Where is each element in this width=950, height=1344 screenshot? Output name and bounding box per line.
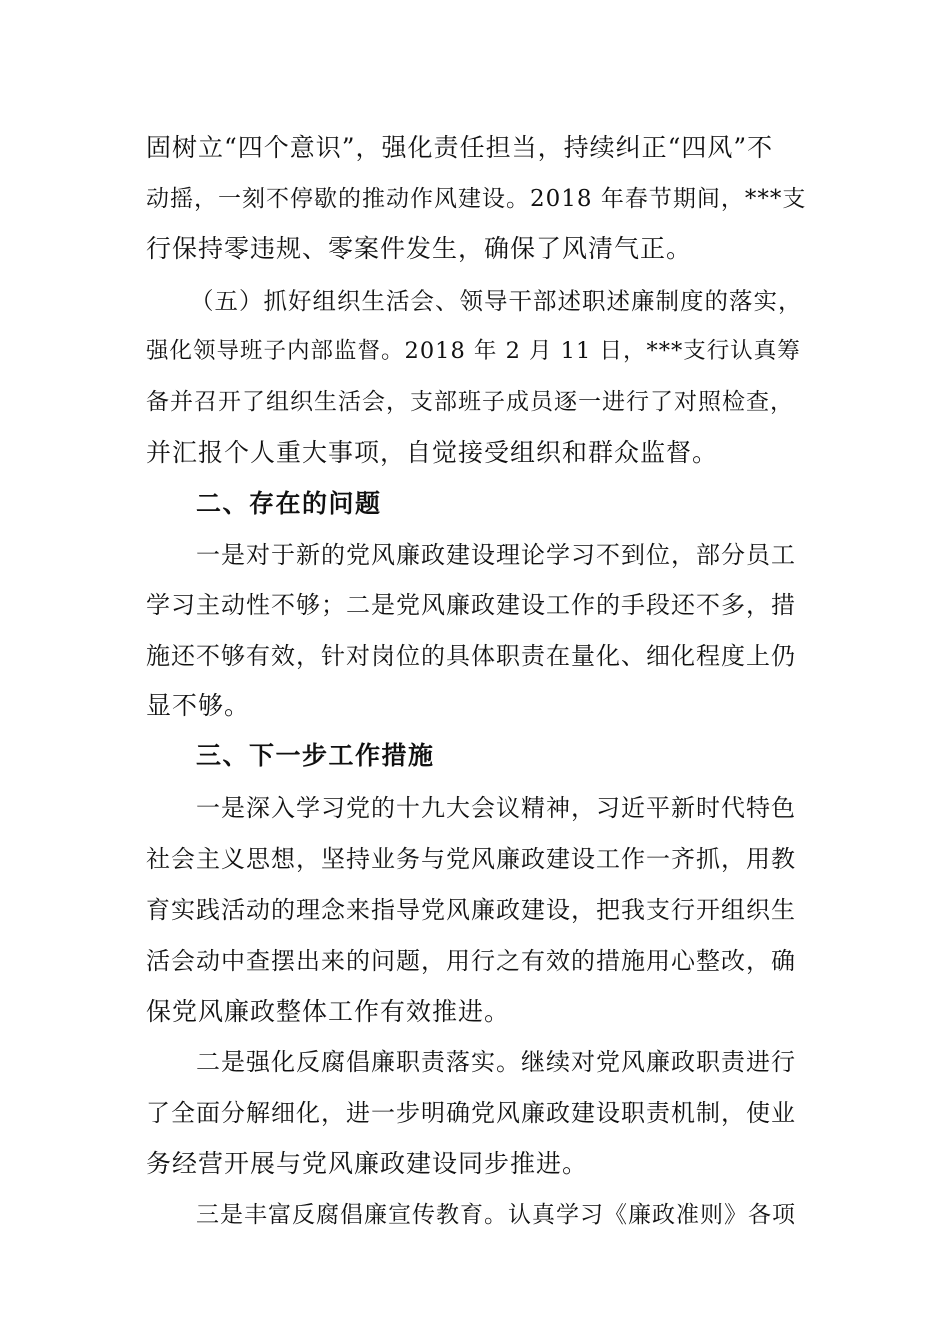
paragraph-line: 一是对于新的党风廉政建设理论学习不到位，部分员工 xyxy=(196,541,796,569)
section-heading: 三、下一步工作措施 xyxy=(196,741,435,770)
paragraph-line: 强化领导班子内部监督。2018 年 2 月 11 日，***支行认真筹 xyxy=(146,338,801,364)
paragraph-line: 二是强化反腐倡廉职责落实。继续对党风廉政职责进行 xyxy=(196,1048,796,1076)
paragraph-line: 固树立“四个意识”，强化责任担当，持续纠正“四风”不 xyxy=(146,133,774,162)
paragraph-line: 学习主动性不够；二是党风廉政建设工作的手段还不多，措 xyxy=(146,591,796,619)
paragraph-line: 育实践活动的理念来指导党风廉政建设，把我支行开组织生 xyxy=(146,896,796,924)
paragraph-line: 三是丰富反腐倡廉宣传教育。认真学习《廉政准则》各项 xyxy=(196,1202,796,1228)
paragraph-line: 动摇，一刻不停歇的推动作风建设。2018 年春节期间，***支 xyxy=(146,186,807,212)
paragraph-line: （五）抓好组织生活会、领导干部述职述廉制度的落实， xyxy=(190,287,803,315)
paragraph-line: 一是深入学习党的十九大会议精神，习近平新时代特色 xyxy=(196,794,796,822)
paragraph-line: 了全面分解细化，进一步明确党风廉政建设职责机制，使业 xyxy=(146,1099,796,1127)
paragraph-line: 务经营开展与党风廉政建设同步推进。 xyxy=(146,1149,589,1178)
paragraph-line: 施还不够有效，针对岗位的具体职责在量化、细化程度上仍 xyxy=(146,642,796,670)
section-heading: 二、存在的问题 xyxy=(196,489,382,518)
paragraph-line: 社会主义思想，坚持业务与党风廉政建设工作一齐抓，用教 xyxy=(146,845,796,873)
paragraph-line: 并汇报个人重大事项，自觉接受组织和群众监督。 xyxy=(146,438,719,467)
paragraph-line: 显不够。 xyxy=(146,691,251,720)
paragraph-line: 行保持零违规、零案件发生，确保了风清气正。 xyxy=(146,234,693,263)
paragraph-line: 保党风廉政整体工作有效推进。 xyxy=(146,997,511,1026)
paragraph-line: 备并召开了组织生活会，支部班子成员逐一进行了对照检查， xyxy=(146,389,794,415)
paragraph-line: 活会动中查摆出来的问题，用行之有效的措施用心整改，确 xyxy=(146,947,796,975)
